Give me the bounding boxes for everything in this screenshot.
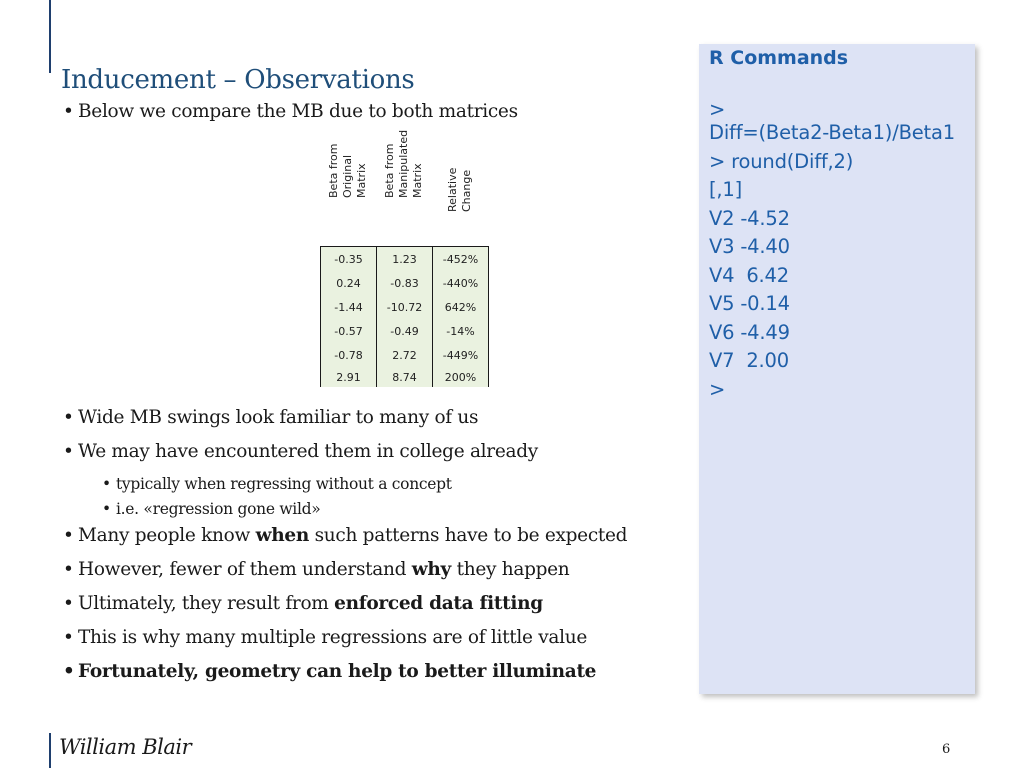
table-cell: -1.44 <box>321 295 377 319</box>
bullet-text: such patterns have to be expected <box>309 525 628 546</box>
table-cell: 642% <box>433 295 489 319</box>
table-cell: -0.83 <box>377 271 433 295</box>
table-cell: -10.72 <box>377 295 433 319</box>
bullet-text: Many people know <box>78 525 256 546</box>
bottom-accent-line <box>49 733 51 768</box>
r-command-line: > <box>709 98 726 121</box>
bullet-item <box>63 559 693 581</box>
r-command-line: V4 6.42 <box>709 263 789 287</box>
sub-bullet-item: • i.e. «regression gone wild» <box>102 500 693 519</box>
column-header-label: Relative Change <box>446 167 473 212</box>
r-command-line: [,1] <box>709 178 743 201</box>
bullet-text: However, fewer of them understand <box>78 559 412 580</box>
page-number: 6 <box>942 742 951 757</box>
r-command-line: Diff=(Beta2-Beta1)/Beta1 <box>709 121 955 144</box>
table-cell: -440% <box>433 271 489 295</box>
bullet-item <box>63 593 693 615</box>
table-row <box>321 343 489 367</box>
table-cell: -14% <box>433 319 489 343</box>
beta-comparison-table <box>320 129 489 387</box>
table-cell: 2.72 <box>377 343 433 367</box>
bullet-item: • Wide MB swings look familiar to many of us <box>63 407 693 429</box>
table-cell: 200% <box>433 367 489 387</box>
bullet-item: • Below we compare the MB due to both matrices <box>63 101 693 123</box>
table-cell: 2.91 <box>321 367 377 387</box>
table-cell: -0.57 <box>321 319 377 343</box>
r-command-line: V6 -4.49 <box>709 320 790 344</box>
column-header-label: Beta from Original Matrix <box>327 143 368 198</box>
slide-title: Inducement – Observations <box>61 65 415 96</box>
bullet-emphasis: when <box>255 525 310 546</box>
r-command-line: V2 -4.52 <box>709 206 790 230</box>
observation-bullet-list <box>63 407 693 695</box>
r-command-line: V7 2.00 <box>709 349 789 372</box>
company-logo: William Blair <box>59 735 192 759</box>
column-header <box>433 142 489 240</box>
table-cell: 8.74 <box>377 367 433 387</box>
r-commands-panel <box>699 44 975 694</box>
bullet-item <box>63 525 693 547</box>
table-row <box>321 271 489 295</box>
table-cell: -449% <box>433 343 489 367</box>
table-cell: -452% <box>433 247 489 272</box>
bullet-item: • This is why many multiple regressions are of little value <box>63 627 693 649</box>
column-header <box>321 142 377 240</box>
table-row <box>321 367 489 387</box>
top-accent-line <box>49 0 51 73</box>
table-cell: -0.35 <box>321 247 377 272</box>
column-header-label: Beta from Manipulated Matrix <box>383 129 424 198</box>
table-row <box>321 319 489 343</box>
bullet-emphasis: why <box>411 559 452 580</box>
r-command-line: > <box>709 377 726 401</box>
bullet-emphasis: enforced data fitting <box>334 593 543 614</box>
table-cell: -0.78 <box>321 343 377 367</box>
table-row <box>321 295 489 319</box>
table-cell: 1.23 <box>377 247 433 272</box>
sub-bullet-item: • typically when regressing without a concept <box>102 475 693 494</box>
table-header-row <box>321 142 489 240</box>
column-header <box>377 129 433 240</box>
r-command-line: V5 -0.14 <box>709 292 790 315</box>
r-commands-lines <box>709 100 955 404</box>
table-cell: 0.24 <box>321 271 377 295</box>
bullet-text: Ultimately, they result from <box>78 593 335 614</box>
r-command-line: > round(Diff,2) <box>709 149 854 173</box>
intro-bullet-list <box>63 101 693 123</box>
bullet-text: they happen <box>451 559 570 580</box>
bullet-item: • Fortunately, geometry can help to better illuminate <box>63 661 693 683</box>
bullet-item: • We may have encountered them in college already <box>63 441 693 463</box>
table-row <box>321 247 489 272</box>
r-commands-title: R Commands <box>709 47 849 69</box>
table-cell: -0.49 <box>377 319 433 343</box>
r-command-line: V3 -4.40 <box>709 235 790 258</box>
